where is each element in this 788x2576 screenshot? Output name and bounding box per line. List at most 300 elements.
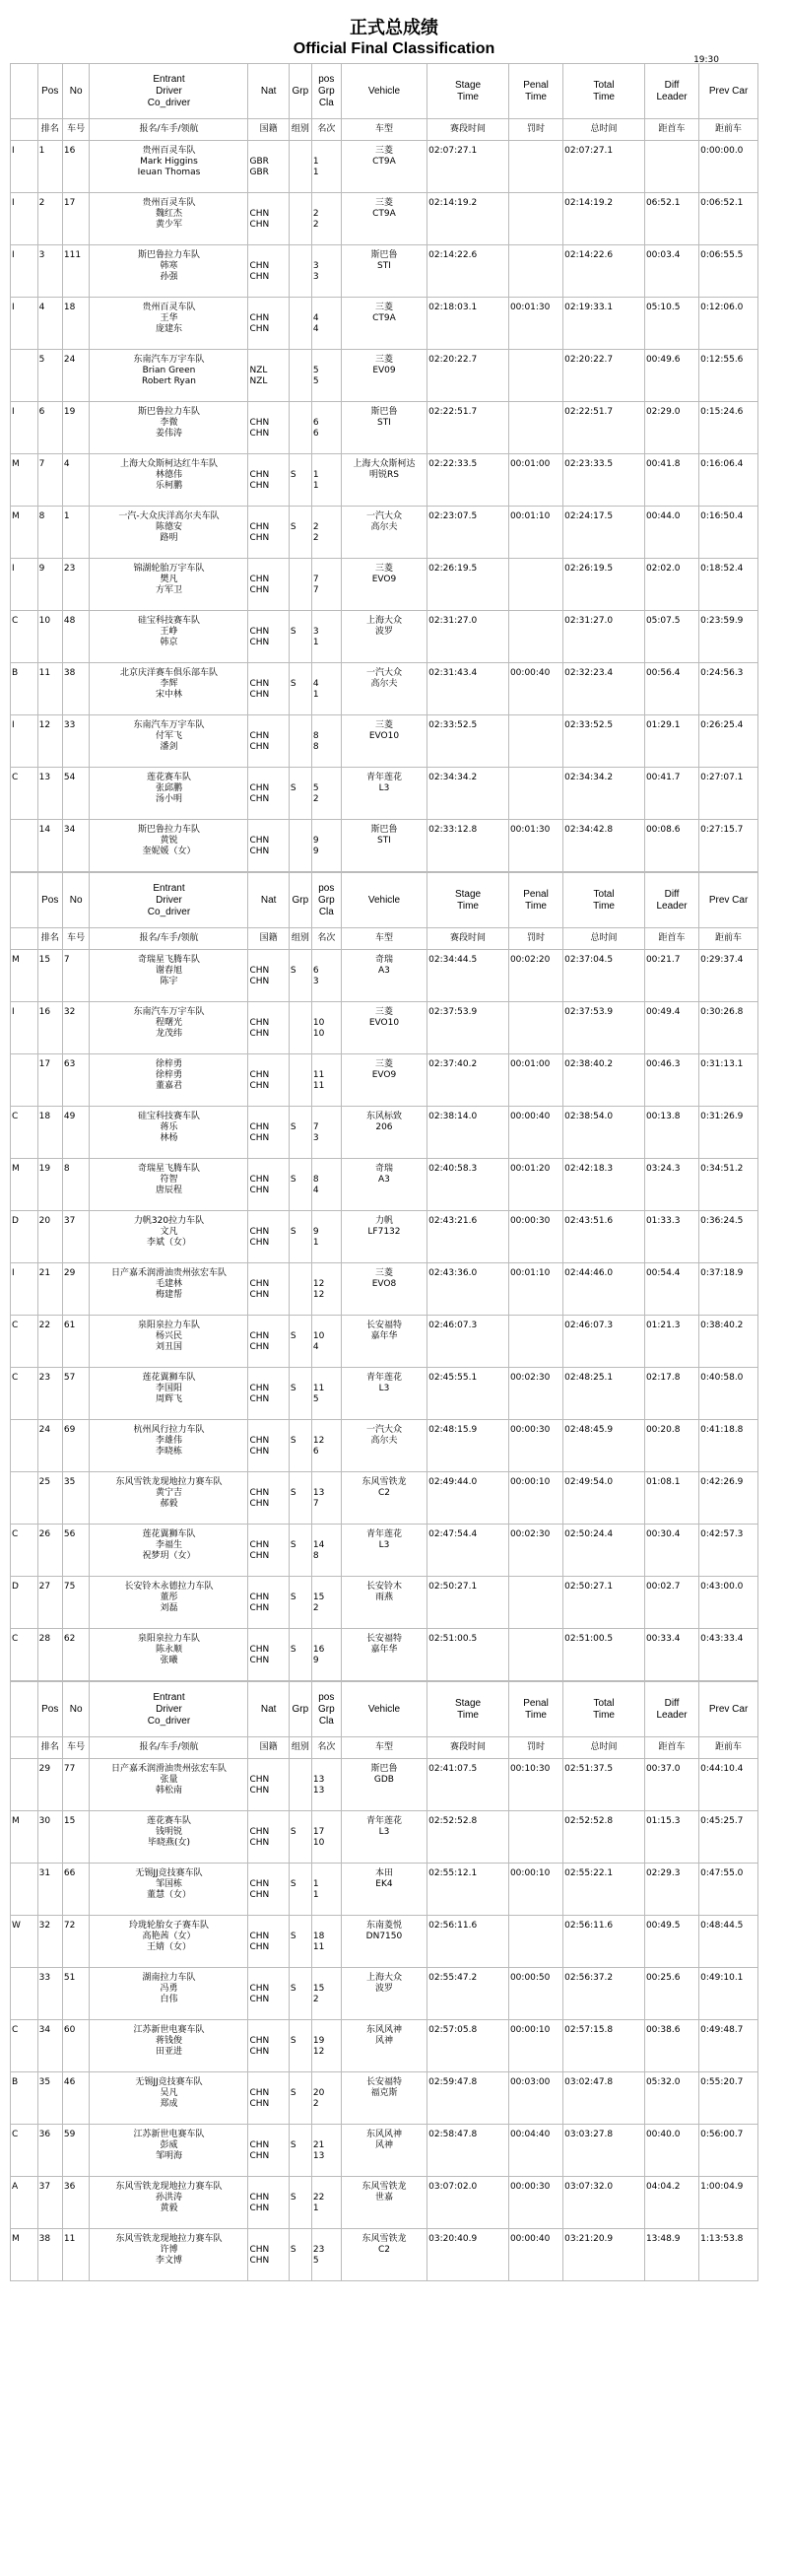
codriver-nat: CHN	[249, 1186, 270, 1195]
nationality-cell	[248, 1525, 289, 1577]
nationality-cell	[248, 402, 289, 454]
class-pos: 1	[312, 638, 319, 647]
total-time: 02:44:46.0	[563, 1263, 645, 1316]
class-pos-cell	[311, 193, 341, 245]
driver-nat: CHN	[249, 209, 270, 219]
class-pos: 1	[312, 168, 319, 177]
class-letter: M	[11, 950, 38, 1002]
header-cn-entrant: 报名/车手/领航	[90, 928, 248, 950]
driver-nat: CHN	[249, 731, 270, 741]
codriver-nat: CHN	[249, 1656, 270, 1665]
vehicle-cell	[341, 141, 427, 193]
total-time: 02:38:54.0	[563, 1107, 645, 1159]
overall-pos-group: 12	[312, 1279, 325, 1289]
vehicle-model: LF7132	[367, 1227, 401, 1237]
codriver-name: 刘磊	[160, 1603, 178, 1613]
stage-time: 02:40:58.3	[427, 1159, 509, 1211]
overall-pos-group: 4	[312, 313, 319, 323]
codriver-nat: CHN	[249, 742, 270, 752]
nationality-cell	[248, 1107, 289, 1159]
stage-time: 02:34:34.2	[427, 768, 509, 820]
position: 9	[37, 559, 62, 611]
codriver-name: 周辉飞	[155, 1394, 182, 1404]
car-number: 37	[62, 1211, 90, 1263]
overall-pos-group: 5	[312, 783, 319, 793]
vehicle-make: 斯巴鲁	[370, 825, 398, 835]
header-grp: Grp	[289, 64, 311, 119]
class-pos: 2	[312, 794, 319, 804]
entrant-cell	[90, 1211, 248, 1263]
entrant-cell	[90, 1577, 248, 1629]
vehicle-cell	[341, 2072, 427, 2125]
car-number: 16	[62, 141, 90, 193]
position: 15	[37, 950, 62, 1002]
diff-leader: 00:37.0	[644, 1759, 698, 1811]
table-row	[11, 1472, 758, 1525]
vehicle-cell	[341, 1864, 427, 1916]
prev-car: 0:16:06.4	[699, 454, 758, 507]
penalty-time: 00:00:30	[508, 1211, 562, 1263]
stage-time: 02:49:44.0	[427, 1472, 509, 1525]
class-pos: 5	[312, 1394, 319, 1404]
team-name: 锦湖轮胎万宇车队	[133, 564, 205, 574]
driver-name: 王华	[160, 313, 178, 323]
driver-nat: CHN	[249, 836, 270, 846]
table-row	[11, 1759, 758, 1811]
vehicle-make: 上海大众斯柯达	[353, 459, 416, 469]
group-cell: S	[289, 2229, 311, 2281]
team-name: 东南汽车万宇车队	[133, 1007, 205, 1017]
vehicle-model: A3	[378, 966, 390, 976]
entrant-cell	[90, 1420, 248, 1472]
class-pos-cell	[311, 1811, 341, 1864]
penalty-time: 00:01:10	[508, 1263, 562, 1316]
diff-leader: 00:30.4	[644, 1525, 698, 1577]
nationality-cell	[248, 350, 289, 402]
vehicle-model: L3	[378, 783, 390, 793]
car-number: 36	[62, 2177, 90, 2229]
stage-time: 02:38:14.0	[427, 1107, 509, 1159]
nationality-cell	[248, 193, 289, 245]
vehicle-cell	[341, 950, 427, 1002]
diff-leader: 01:33.3	[644, 1211, 698, 1263]
overall-pos-group: 9	[312, 1227, 319, 1237]
position: 20	[37, 1211, 62, 1263]
table-row	[11, 1054, 758, 1107]
header-cn-grp: 组别	[289, 1737, 311, 1759]
total-time: 02:43:51.6	[563, 1211, 645, 1263]
position: 4	[37, 298, 62, 350]
stage-time: 02:59:47.8	[427, 2072, 509, 2125]
total-time: 02:34:42.8	[563, 820, 645, 872]
vehicle-make: 本田	[374, 1868, 393, 1878]
vehicle-model: 福克斯	[370, 2088, 398, 2098]
codriver-nat: CHN	[249, 794, 270, 804]
codriver-nat: CHN	[249, 2203, 270, 2213]
vehicle-model: L3	[378, 1827, 390, 1837]
header-cn-pos: 排名	[37, 928, 62, 950]
group-cell	[289, 193, 311, 245]
prev-car: 0:36:24.5	[699, 1211, 758, 1263]
table-row	[11, 559, 758, 611]
group-cell	[289, 1054, 311, 1107]
class-pos: 4	[312, 1186, 319, 1195]
prev-car: 0:38:40.2	[699, 1316, 758, 1368]
penalty-time	[508, 1916, 562, 1968]
driver-nat: CHN	[249, 522, 270, 532]
vehicle-make: 上海大众	[365, 1973, 402, 1983]
car-number: 54	[62, 768, 90, 820]
team-name: 北京庆洋赛车俱乐部车队	[119, 668, 218, 678]
header-cn-pos: 排名	[37, 1737, 62, 1759]
team-name: 泉阳泉拉力车队	[137, 1634, 200, 1644]
class-letter: I	[11, 715, 38, 768]
stage-time: 03:07:02.0	[427, 2177, 509, 2229]
codriver-name: Robert Ryan	[141, 376, 196, 386]
vehicle-make: 青年莲花	[365, 773, 402, 782]
overall-pos-group: 1	[312, 1879, 319, 1889]
prev-car: 0:34:51.2	[699, 1159, 758, 1211]
codriver-nat: CHN	[249, 429, 270, 439]
header-cn-total: 总时间	[563, 928, 645, 950]
prev-car: 0:49:10.1	[699, 1968, 758, 2020]
header-cn-cls	[11, 119, 38, 141]
table-row	[11, 2177, 758, 2229]
header-cn-pen: 罚时	[508, 928, 562, 950]
driver-nat: CHN	[249, 2140, 270, 2150]
driver-nat: CHN	[249, 2193, 270, 2203]
team-name: 奇瑞星飞腾车队	[137, 1164, 200, 1174]
diff-leader: 01:08.1	[644, 1472, 698, 1525]
entrant-cell	[90, 663, 248, 715]
car-number: 69	[62, 1420, 90, 1472]
driver-name: 蒋钱俊	[155, 2036, 182, 2046]
nationality-cell	[248, 1577, 289, 1629]
vehicle-model: 波罗	[374, 1984, 393, 1994]
team-name: 东南汽车万宇车队	[133, 355, 205, 365]
overall-pos-group: 2	[312, 209, 319, 219]
driver-nat: CHN	[249, 261, 270, 271]
table-row	[11, 1577, 758, 1629]
overall-pos-group: 8	[312, 1175, 319, 1185]
total-time: 02:42:18.3	[563, 1159, 645, 1211]
class-pos: 2	[312, 1995, 319, 2004]
vehicle-model: 高尔夫	[370, 522, 398, 532]
header-veh: Vehicle	[341, 1682, 427, 1737]
entrant-cell	[90, 1525, 248, 1577]
total-time: 02:51:37.5	[563, 1759, 645, 1811]
class-letter: C	[11, 1525, 38, 1577]
penalty-time: 00:03:00	[508, 2072, 562, 2125]
total-time: 02:34:34.2	[563, 768, 645, 820]
position: 11	[37, 663, 62, 715]
stage-time: 02:51:00.5	[427, 1629, 509, 1681]
results-table-2	[10, 872, 758, 1681]
prev-car: 0:06:52.1	[699, 193, 758, 245]
prev-car: 0:30:26.8	[699, 1002, 758, 1054]
class-letter	[11, 350, 38, 402]
position: 12	[37, 715, 62, 768]
table-row	[11, 611, 758, 663]
overall-pos-group: 1	[312, 470, 319, 480]
class-pos-cell	[311, 1864, 341, 1916]
total-time: 02:24:17.5	[563, 507, 645, 559]
group-cell: S	[289, 1525, 311, 1577]
car-number: 7	[62, 950, 90, 1002]
prev-car: 1:00:04.9	[699, 2177, 758, 2229]
codriver-name: 李斌（女）	[146, 1238, 191, 1248]
class-pos: 4	[312, 1342, 319, 1352]
group-cell	[289, 820, 311, 872]
team-name: 徐梓勇	[155, 1059, 182, 1069]
position: 22	[37, 1316, 62, 1368]
header-no: No	[62, 64, 90, 119]
car-number: 4	[62, 454, 90, 507]
stage-time: 02:14:19.2	[427, 193, 509, 245]
diff-leader: 00:49.4	[644, 1002, 698, 1054]
position: 33	[37, 1968, 62, 2020]
nationality-cell	[248, 1968, 289, 2020]
driver-nat: CHN	[249, 2036, 270, 2046]
class-letter: C	[11, 768, 38, 820]
class-pos: 8	[312, 742, 319, 752]
vehicle-model: EVO8	[371, 1279, 397, 1289]
overall-pos-group: 16	[312, 1645, 325, 1655]
class-letter	[11, 1759, 38, 1811]
group-cell: S	[289, 611, 311, 663]
class-pos-cell	[311, 559, 341, 611]
class-pos-cell	[311, 611, 341, 663]
car-number: 11	[62, 2229, 90, 2281]
vehicle-model: CT9A	[372, 313, 396, 323]
car-number: 34	[62, 820, 90, 872]
class-pos-cell	[311, 820, 341, 872]
table-row	[11, 2125, 758, 2177]
overall-pos-group: 15	[312, 1593, 325, 1602]
vehicle-make: 长安福特	[365, 1321, 402, 1330]
penalty-time	[508, 768, 562, 820]
codriver-nat: CHN	[249, 2151, 270, 2161]
vehicle-make: 力帆	[374, 1216, 393, 1226]
team-name: 长安铃木永德拉力车队	[124, 1582, 214, 1592]
codriver-nat: CHN	[249, 1394, 270, 1404]
header-pen: Penal Time	[508, 64, 562, 119]
entrant-cell	[90, 2177, 248, 2229]
team-name: 玲珑轮胎女子赛车队	[128, 1921, 209, 1931]
penalty-time: 00:00:30	[508, 1420, 562, 1472]
car-number: 49	[62, 1107, 90, 1159]
codriver-name: 刘丑国	[155, 1342, 182, 1352]
class-letter	[11, 1968, 38, 2020]
header-cn-no: 车号	[62, 928, 90, 950]
position: 36	[37, 2125, 62, 2177]
driver-name: 李国阳	[155, 1384, 182, 1393]
driver-name: 钱明锐	[155, 1827, 182, 1837]
diff-leader: 00:02.7	[644, 1577, 698, 1629]
driver-nat: CHN	[249, 1227, 270, 1237]
class-pos: 9	[312, 1656, 319, 1665]
nationality-cell	[248, 663, 289, 715]
penalty-time: 00:00:40	[508, 663, 562, 715]
penalty-time	[508, 1811, 562, 1864]
class-pos-cell	[311, 663, 341, 715]
class-pos-cell	[311, 1916, 341, 1968]
diff-leader	[644, 141, 698, 193]
header-cn-total: 总时间	[563, 119, 645, 141]
position: 8	[37, 507, 62, 559]
group-cell	[289, 402, 311, 454]
diff-leader: 00:56.4	[644, 663, 698, 715]
vehicle-cell	[341, 193, 427, 245]
entrant-cell	[90, 1968, 248, 2020]
stage-time: 02:50:27.1	[427, 1577, 509, 1629]
position: 2	[37, 193, 62, 245]
overall-pos-group: 22	[312, 2193, 325, 2203]
class-letter	[11, 1864, 38, 1916]
prev-car: 0:42:26.9	[699, 1472, 758, 1525]
codriver-nat: CHN	[249, 1551, 270, 1561]
entrant-cell	[90, 2020, 248, 2072]
vehicle-cell	[341, 1577, 427, 1629]
car-number: 17	[62, 193, 90, 245]
penalty-time: 00:00:40	[508, 1107, 562, 1159]
class-pos: 10	[312, 1029, 325, 1039]
header-cn-no: 车号	[62, 119, 90, 141]
class-pos-cell	[311, 2072, 341, 2125]
header-nat: Nat	[248, 64, 289, 119]
penalty-time: 00:02:30	[508, 1525, 562, 1577]
vehicle-cell	[341, 1054, 427, 1107]
total-time: 02:55:22.1	[563, 1864, 645, 1916]
entrant-cell	[90, 1368, 248, 1420]
class-pos-cell	[311, 507, 341, 559]
header-cla: pos Grp Cla	[311, 64, 341, 119]
class-pos-cell	[311, 298, 341, 350]
penalty-time	[508, 1629, 562, 1681]
car-number: 61	[62, 1316, 90, 1368]
nationality-cell	[248, 1159, 289, 1211]
vehicle-make: 三菱	[374, 355, 393, 365]
class-pos-cell	[311, 402, 341, 454]
codriver-name: 邹明海	[155, 2151, 182, 2161]
group-cell: S	[289, 2072, 311, 2125]
class-letter	[11, 820, 38, 872]
class-pos-cell	[311, 1054, 341, 1107]
car-number: 60	[62, 2020, 90, 2072]
driver-nat: CHN	[249, 1488, 270, 1498]
group-cell	[289, 715, 311, 768]
header-pen: Penal Time	[508, 873, 562, 928]
total-time: 03:21:20.9	[563, 2229, 645, 2281]
vehicle-model: STI	[377, 261, 391, 271]
table-row	[11, 454, 758, 507]
class-letter: D	[11, 1211, 38, 1263]
class-pos: 11	[312, 1942, 325, 1952]
header-cla: pos Grp Cla	[311, 1682, 341, 1737]
team-name: 泉阳泉拉力车队	[137, 1321, 200, 1330]
diff-leader: 00:54.4	[644, 1263, 698, 1316]
stage-time: 02:56:11.6	[427, 1916, 509, 1968]
driver-name: 黄宁吉	[155, 1488, 182, 1498]
table-row	[11, 402, 758, 454]
total-time: 02:20:22.7	[563, 350, 645, 402]
team-name: 硅宝科技赛车队	[137, 1112, 200, 1121]
total-time: 02:51:00.5	[563, 1629, 645, 1681]
codriver-nat: CHN	[249, 324, 270, 334]
driver-nat: GBR	[249, 157, 269, 167]
class-letter: I	[11, 193, 38, 245]
overall-pos-group: 8	[312, 731, 319, 741]
overall-pos-group: 19	[312, 2036, 325, 2046]
driver-name: 林德伟	[155, 470, 182, 480]
table-row	[11, 1316, 758, 1368]
stage-time: 02:20:22.7	[427, 350, 509, 402]
class-letter: C	[11, 2125, 38, 2177]
prev-car: 0:56:00.7	[699, 2125, 758, 2177]
header-veh: Vehicle	[341, 873, 427, 928]
table-row	[11, 2229, 758, 2281]
overall-pos-group: 12	[312, 1436, 325, 1446]
group-cell	[289, 298, 311, 350]
team-name: 莲花赛车队	[146, 773, 191, 782]
penalty-time: 00:01:10	[508, 507, 562, 559]
codriver-name: Ieuan Thomas	[137, 168, 201, 177]
car-number: 29	[62, 1263, 90, 1316]
car-number: 32	[62, 1002, 90, 1054]
nationality-cell	[248, 1472, 289, 1525]
table-row	[11, 1368, 758, 1420]
class-pos-cell	[311, 1159, 341, 1211]
nationality-cell	[248, 559, 289, 611]
vehicle-cell	[341, 611, 427, 663]
driver-nat: CHN	[249, 679, 270, 689]
vehicle-cell	[341, 1916, 427, 1968]
codriver-name: 董嘉君	[155, 1081, 182, 1091]
nationality-cell	[248, 2072, 289, 2125]
table-row	[11, 350, 758, 402]
stage-time: 02:47:54.4	[427, 1525, 509, 1577]
penalty-time: 00:04:40	[508, 2125, 562, 2177]
total-time: 02:14:22.6	[563, 245, 645, 298]
table-row	[11, 298, 758, 350]
driver-name: 冯勇	[160, 1984, 178, 1994]
penalty-time: 00:01:30	[508, 820, 562, 872]
codriver-name: 方军卫	[155, 585, 182, 595]
class-pos: 13	[312, 2151, 325, 2161]
driver-nat: CHN	[249, 1984, 270, 1994]
stage-time: 02:55:12.1	[427, 1864, 509, 1916]
team-name: 斯巴鲁拉力车队	[137, 250, 200, 260]
stage-time: 02:52:52.8	[427, 1811, 509, 1864]
codriver-name: 乐柯鹏	[155, 481, 182, 491]
prev-car: 0:12:06.0	[699, 298, 758, 350]
class-pos-cell	[311, 1263, 341, 1316]
overall-pos-group: 11	[312, 1384, 325, 1393]
class-pos-cell	[311, 1472, 341, 1525]
driver-nat: CHN	[249, 1932, 270, 1941]
codriver-name: 祝梦玥（女）	[142, 1551, 196, 1561]
position: 24	[37, 1420, 62, 1472]
header-cn-cla: 名次	[311, 1737, 341, 1759]
group-cell: S	[289, 950, 311, 1002]
vehicle-cell	[341, 1472, 427, 1525]
entrant-cell	[90, 350, 248, 402]
penalty-time: 00:00:10	[508, 1472, 562, 1525]
penalty-time	[508, 141, 562, 193]
header-total: Total Time	[563, 873, 645, 928]
total-time: 02:46:07.3	[563, 1316, 645, 1368]
class-pos-cell	[311, 2020, 341, 2072]
